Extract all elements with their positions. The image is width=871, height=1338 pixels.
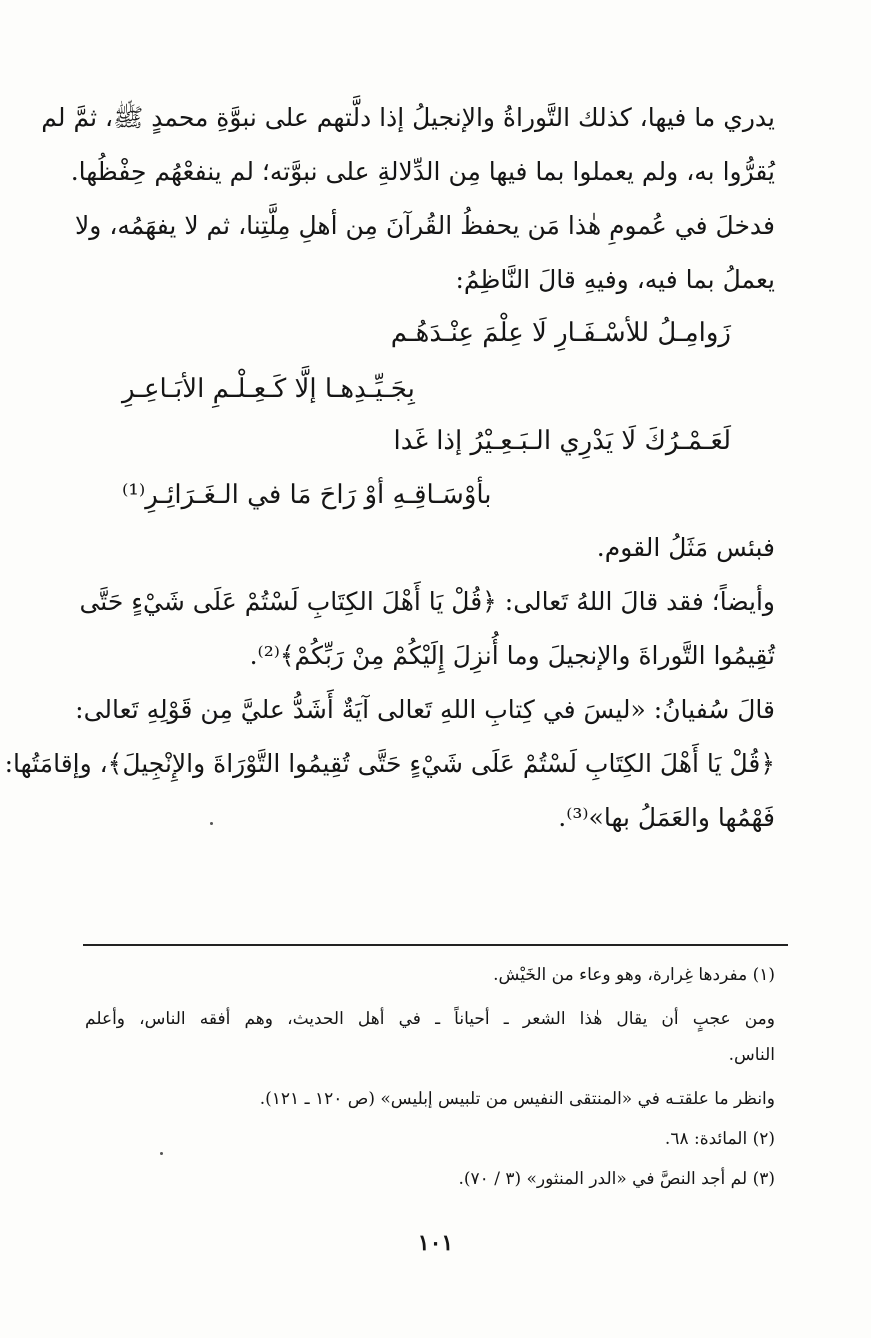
poem-verse: لَعَـمْـرُكَ لَا يَدْرِي الـبَـعِـيْرُ إذا غَدا bbox=[393, 426, 731, 456]
footnote-separator bbox=[83, 944, 788, 946]
footnote-line: ومن عجبٍ أن يقال هٰذا الشعر ـ أحياناً ـ في أهل الحديث، وهم أفقه الناس، وأعلم bbox=[85, 1009, 775, 1029]
footnote-line: (١) مفردها غِرارة، وهو وعاء من الخَيْش. bbox=[493, 965, 775, 985]
body-line: فدخلَ في عُمومِ هٰذا مَن يحفظُ القُرآنَ مِن أهلِ مِلَّتِنا، ثم لا يفهَمُه، ولا bbox=[75, 211, 775, 240]
poem-verse: بأوْسَـاقِـهِ أوْ رَاحَ مَا في الـغَـرَائِـرِ⁽¹⁾ bbox=[122, 480, 492, 510]
body-line: وأيضاً؛ فقد قالَ اللهُ تَعالى: ﴿قُلْ يَا أَهْلَ الكِتَابِ لَسْتُمْ عَلَى شَيْءٍ حَتَّى bbox=[79, 587, 775, 616]
poem-verse: زَوامِـلُ للأسْـفَـارِ لَا عِلْمَ عِنْـدَهُـم bbox=[390, 318, 731, 348]
footnote-line: (٣) لم أجد النصَّ في «الدر المنثور» (٣ / ٧٠). bbox=[458, 1169, 775, 1189]
footnote-line: الناس. bbox=[728, 1045, 775, 1065]
body-line: يعملُ بما فيه، وفيهِ قالَ النَّاظِمُ: bbox=[455, 265, 775, 294]
body-line: يدري ما فيها، كذلك التَّوراةُ والإنجيلُ إذا دلَّتهم على نبوَّةِ محمدٍ ﷺ، ثمَّ لم bbox=[41, 103, 775, 132]
body-line: قالَ سُفيانُ: «ليسَ في كِتابِ اللهِ تَعالى آيَةٌ أَشَدُّ عليَّ مِن قَوْلِهِ تَعالى: bbox=[75, 695, 775, 724]
page-number: ١٠١ bbox=[417, 1230, 454, 1256]
body-line: تُقِيمُوا التَّوراةَ والإنجيلَ وما أُنزِلَ إِلَيْكُمْ مِنْ رَبِّكُمْ﴾⁽²⁾. bbox=[249, 641, 775, 670]
body-line: يُقرُّوا به، ولم يعملوا بما فيها مِن الدِّلالةِ على نبوَّته؛ لم ينفعْهُم حِفْظُها. bbox=[70, 157, 775, 186]
footnote-line: (٢) المائدة: ٦٨. bbox=[664, 1129, 775, 1149]
poem-verse: بِجَـيِّـدِهـا إلَّا كَـعِـلْـمِ الأبَـاعِـرِ bbox=[122, 374, 415, 404]
body-line: فبئس مَثَلُ القوم. bbox=[596, 533, 775, 562]
print-speck bbox=[210, 822, 213, 825]
body-line: ﴿قُلْ يَا أَهْلَ الكِتَابِ لَسْتُمْ عَلَى شَيْءٍ حَتَّى تُقِيمُوا التَّوْرَاةَ والإِنْجِيلَ﴾، وإقامَتُها: bbox=[4, 749, 775, 778]
print-speck bbox=[160, 1152, 163, 1155]
footnote-line: وانظر ما علقتـه في «المنتقى النفيس من تلبيس إبليس» (ص ١٢٠ ـ ١٢١). bbox=[259, 1089, 775, 1109]
body-line: فَهْمُها والعَمَلُ بها»⁽³⁾. bbox=[558, 803, 775, 832]
